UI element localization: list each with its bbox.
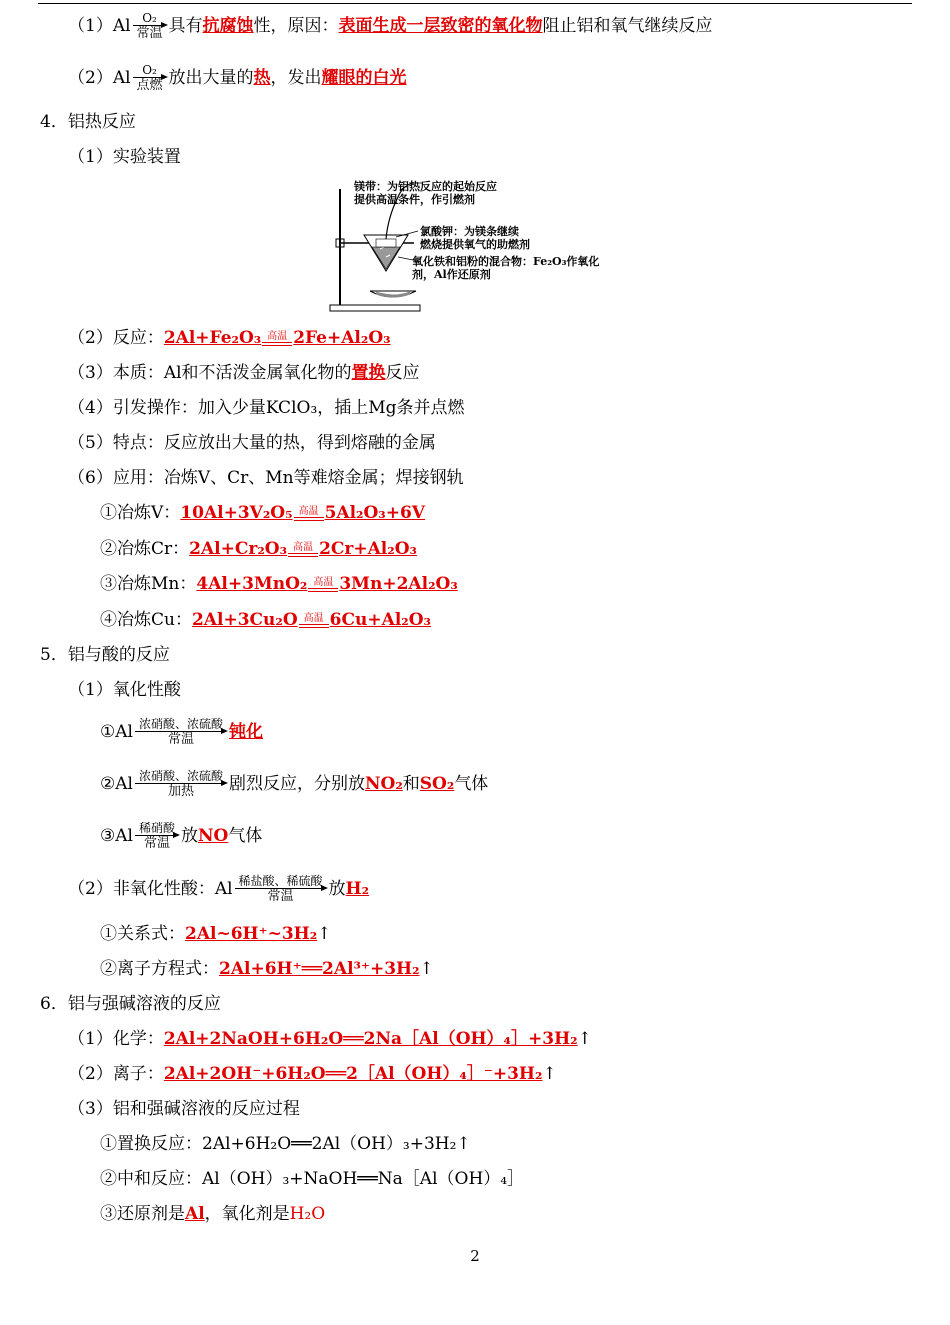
condition-label: 高温 [313, 576, 334, 588]
answer: Al [185, 1204, 205, 1224]
text: 阻止铝和氧气继续反应 [542, 16, 713, 36]
arrow-top-label: 浓硝酸、浓硫酸 [138, 769, 223, 783]
equation-lhs: 2Al+Fe₂O₃ [163, 328, 262, 348]
arrow-bottom-label: 常温 [143, 836, 170, 851]
answer: SO₂ [419, 774, 455, 794]
label-line: 氧化铁和铝粉的混合物：Fe₂O₃作氧化 [412, 255, 600, 268]
text: （2）离子： [68, 1064, 164, 1084]
answer: NO [197, 826, 229, 846]
text: 和 [402, 774, 420, 794]
s5-r3 [100, 822, 262, 851]
s6-chemical [68, 1028, 592, 1050]
header-rule [38, 3, 912, 4]
answer: 热 [253, 68, 271, 88]
text: （2）Al [68, 68, 131, 88]
label-line: 剂，Al作还原剂 [412, 268, 491, 281]
s6-ionic [68, 1063, 557, 1085]
app-cr [100, 538, 417, 560]
equation-rhs: 6Cu+Al₂O₃ [329, 610, 431, 630]
arrow-top-label: O₂ [142, 11, 157, 25]
answer: H₂O [289, 1204, 326, 1224]
answer: 2Al+2OH⁻+6H₂O══2［Al（OH）₄］⁻+3H₂ [163, 1064, 543, 1084]
gas-arrow: ↑ [317, 924, 332, 944]
s4-application: （6）应用：冶炼V、Cr、Mn等难熔金属；焊接钢轨 [68, 468, 464, 488]
label-line: 燃烧提供氧气的助燃剂 [420, 238, 530, 251]
text: ，氧化剂是 [204, 1204, 290, 1224]
equation-rhs: 2Fe+Al₂O₃ [293, 328, 391, 348]
text: ②离子方程式： [100, 959, 219, 979]
text: ③还原剂是 [100, 1204, 185, 1224]
app-mn [100, 573, 458, 595]
label-line: 提供高温条件，作引燃剂 [354, 193, 475, 206]
s4-trigger: （4）引发操作：加入少量KClO₃，插上Mg条并点燃 [68, 398, 465, 418]
condition-label: 高温 [293, 541, 314, 553]
gas-arrow: ↑ [456, 1134, 471, 1154]
section-heading: 4．铝热反应 [40, 112, 136, 132]
s6-agents [100, 1203, 325, 1225]
answer: 表面生成一层致密的氧化物 [338, 16, 543, 36]
answer: 置换 [351, 363, 386, 383]
text: （1）Al [68, 16, 131, 36]
equation-lhs: 4Al+3MnO₂ [196, 574, 308, 594]
arrow-top-label: 稀盐酸、稀硫酸 [238, 874, 323, 888]
equation-lhs: 2Al+3Cu₂O [191, 610, 298, 630]
subheading: （1）氧化性酸 [68, 680, 181, 700]
gas-arrow: ↑ [419, 959, 434, 979]
s5-r1 [100, 718, 263, 747]
equation-rhs: 3Mn+2Al₂O₃ [339, 574, 458, 594]
s3-line1 [68, 12, 713, 41]
condition-label: 高温 [267, 330, 288, 342]
arrow-bottom-label: 常温 [136, 26, 163, 41]
s4-essence [68, 362, 420, 384]
answer: 2Al+6H⁺══2Al³⁺+3H₂ [219, 959, 420, 979]
label-thermite-mixture [412, 255, 599, 281]
text: 放出大量的 [168, 68, 254, 88]
label-line: 氯酸钾：为镁条继续 [420, 225, 519, 238]
app-v [100, 502, 425, 524]
answer: 抗腐蚀 [202, 16, 254, 36]
text: ，发出 [270, 68, 322, 88]
s5-ionic [100, 958, 434, 980]
s4-reaction [68, 327, 391, 349]
text: 具有 [168, 16, 203, 36]
condition-sign [299, 614, 329, 628]
app-cu [100, 609, 431, 631]
condition-sign [308, 578, 338, 592]
condition-label: 高温 [298, 505, 319, 517]
s6-displacement [100, 1133, 471, 1155]
text: （2）非氧化性酸：Al [68, 879, 233, 899]
s5-r2 [100, 770, 488, 799]
text: 剧烈反应，分别放 [228, 774, 365, 794]
section-heading: 6．铝与强碱溶液的反应 [40, 994, 221, 1014]
text: 性，原因： [253, 16, 339, 36]
arrow-bottom-label: 常温 [167, 732, 194, 747]
answer: NO₂ [364, 774, 403, 794]
condition-arrow [133, 12, 167, 41]
label-magnesium [354, 180, 497, 206]
s6-neutralization: ②中和反应：Al（OH）₃+NaOH══Na［Al（OH）₄］ [100, 1169, 525, 1189]
condition-sign [262, 332, 292, 346]
text: ①Al [100, 722, 133, 742]
arrow-top-label: 浓硝酸、浓硫酸 [138, 717, 223, 731]
text: ①置换反应：2Al+6H₂O══2Al（OH）₃+3H₂ [100, 1134, 457, 1154]
condition-label: 高温 [303, 612, 324, 624]
condition-arrow [135, 770, 227, 799]
text: 反应 [385, 363, 420, 383]
text: 气体 [228, 826, 263, 846]
page-number: 2 [470, 1247, 480, 1265]
label-potassium-chlorate [420, 225, 530, 251]
gas-arrow: ↑ [542, 1064, 557, 1084]
answer: H₂ [345, 879, 370, 899]
answer: 钝化 [228, 722, 263, 742]
arrow-top-label: 稀硝酸 [138, 821, 175, 835]
text: ②Al [100, 774, 133, 794]
subheading: （3）铝和强碱溶液的反应过程 [68, 1099, 300, 1119]
condition-sign [288, 543, 318, 557]
text: ④冶炼Cu： [100, 610, 192, 630]
condition-arrow [235, 875, 327, 904]
text: ③Al [100, 826, 133, 846]
subheading: （1）实验装置 [68, 147, 181, 167]
thermite-apparatus-diagram [324, 177, 644, 315]
text: ③冶炼Mn： [100, 574, 197, 594]
text: （3）本质：Al和不活泼金属氧化物的 [68, 363, 352, 383]
s5-nonoxidizing [68, 875, 369, 904]
condition-sign [294, 507, 324, 521]
text: 放 [328, 879, 346, 899]
equation-lhs: 2Al+Cr₂O₃ [189, 539, 288, 559]
equation-rhs: 2Cr+Al₂O₃ [319, 539, 417, 559]
s3-line2 [68, 64, 407, 93]
section-heading: 5．铝与酸的反应 [40, 645, 170, 665]
text: （1）化学： [68, 1029, 164, 1049]
text: （2）反应： [68, 328, 164, 348]
equation-lhs: 10Al+3V₂O₅ [180, 503, 293, 523]
answer: 耀眼的白光 [321, 68, 407, 88]
label-line: 镁带：为铝热反应的起始反应 [354, 180, 497, 193]
text: 放 [180, 826, 198, 846]
condition-arrow [133, 64, 167, 93]
condition-arrow [135, 718, 227, 747]
arrow-top-label: O₂ [142, 63, 157, 77]
text: ①冶炼V： [100, 503, 181, 523]
condition-arrow [135, 822, 179, 851]
s4-feature: （5）特点：反应放出大量的热，得到熔融的金属 [68, 433, 436, 453]
answer: 2Al~6H⁺~3H₂ [185, 924, 318, 944]
text: ②冶炼Cr： [100, 539, 190, 559]
text: 气体 [454, 774, 489, 794]
equation-rhs: 5Al₂O₃+6V [324, 503, 426, 523]
s5-relation [100, 923, 331, 945]
gas-arrow: ↑ [577, 1029, 592, 1049]
text: ①关系式： [100, 924, 185, 944]
arrow-bottom-label: 点燃 [136, 78, 163, 93]
answer: 2Al+2NaOH+6H₂O══2Na［Al（OH）₄］+3H₂ [163, 1029, 578, 1049]
arrow-bottom-label: 加热 [167, 784, 194, 799]
arrow-bottom-label: 常温 [267, 889, 294, 904]
